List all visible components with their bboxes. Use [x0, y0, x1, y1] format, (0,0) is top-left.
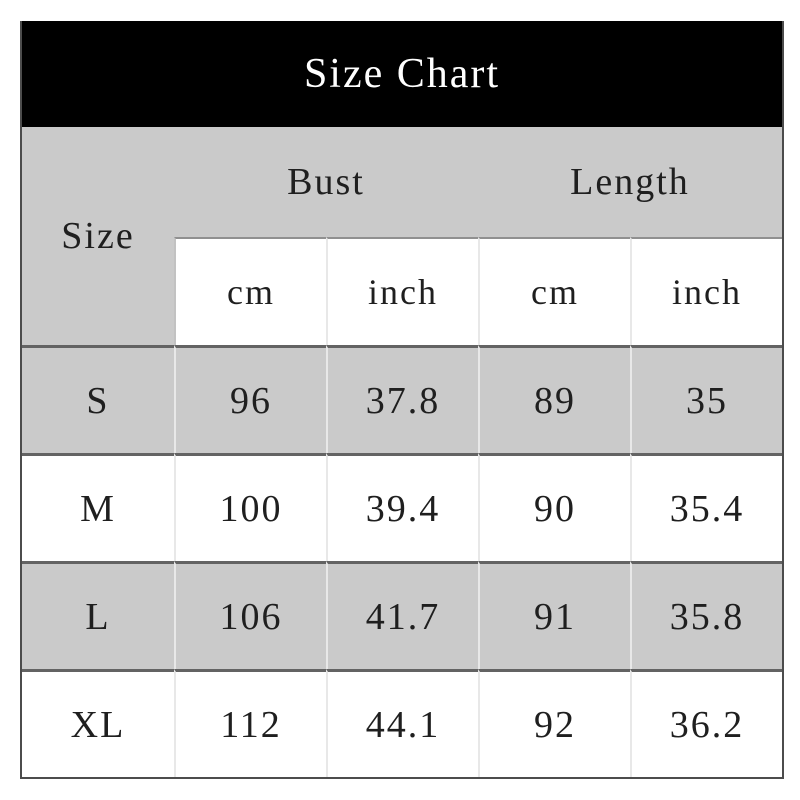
unit-header-length-cm: cm: [478, 237, 630, 345]
group-header-length: Length: [478, 127, 782, 237]
value-cell: 35: [630, 345, 782, 453]
size-cell-m: M: [22, 453, 174, 561]
unit-header-bust-inch: inch: [326, 237, 478, 345]
value-cell: 89: [478, 345, 630, 453]
value-cell: 106: [174, 561, 326, 669]
page-title: Size Chart: [303, 51, 501, 97]
value-cell: 35.8: [630, 561, 782, 669]
value-cell: 100: [174, 453, 326, 561]
value-cell: 96: [174, 345, 326, 453]
value-cell: 44.1: [326, 669, 478, 777]
unit-header-bust-cm: cm: [174, 237, 326, 345]
group-header-bust: Bust: [174, 127, 478, 237]
size-cell-xl: XL: [22, 669, 174, 777]
size-chart-sheet: [20, 21, 784, 779]
value-cell: 112: [174, 669, 326, 777]
unit-header-length-inch: inch: [630, 237, 782, 345]
title-banner: [22, 21, 782, 127]
value-cell: 35.4: [630, 453, 782, 561]
value-cell: 92: [478, 669, 630, 777]
corner-header-size: Size: [22, 127, 174, 345]
size-cell-l: L: [22, 561, 174, 669]
value-cell: 36.2: [630, 669, 782, 777]
value-cell: 39.4: [326, 453, 478, 561]
value-cell: 90: [478, 453, 630, 561]
value-cell: 91: [478, 561, 630, 669]
size-table: [22, 127, 782, 777]
value-cell: 37.8: [326, 345, 478, 453]
value-cell: 41.7: [326, 561, 478, 669]
size-cell-s: S: [22, 345, 174, 453]
